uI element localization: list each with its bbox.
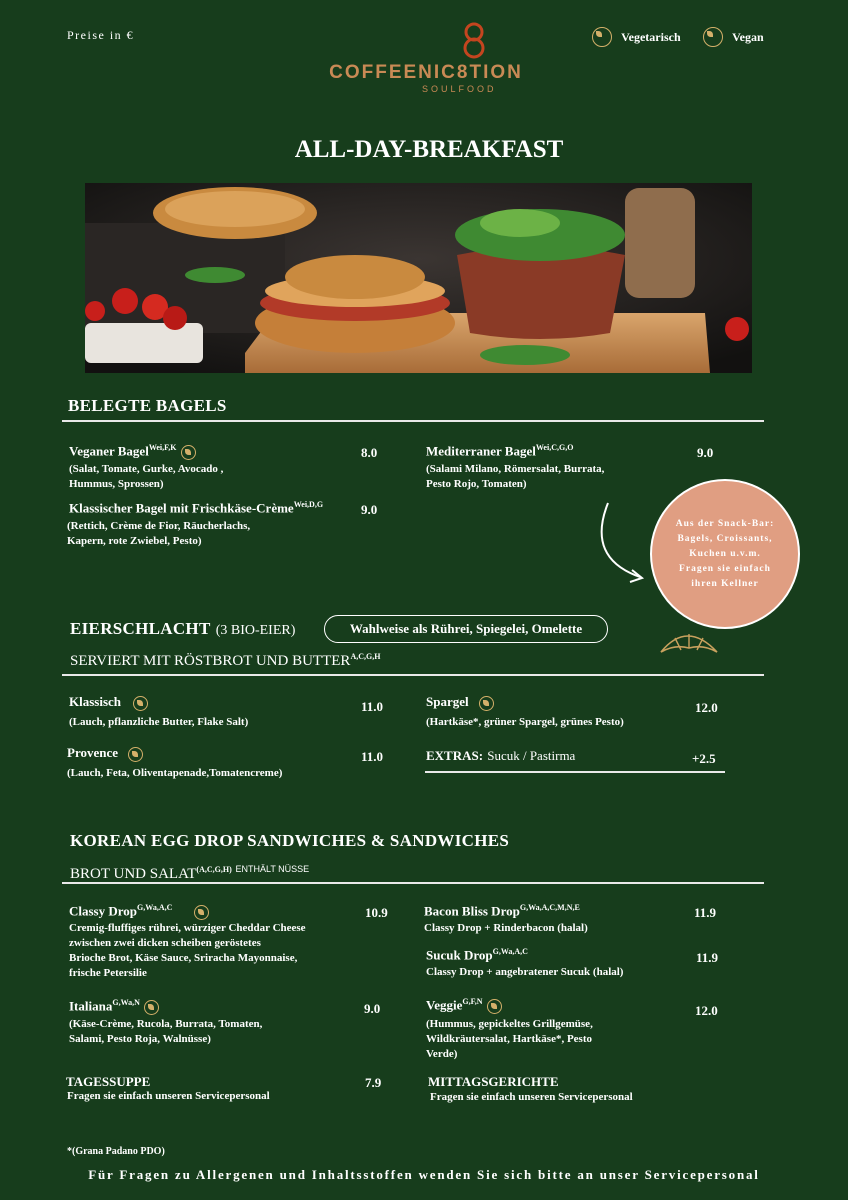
vegetarian-leaf-icon xyxy=(128,747,143,762)
legend-vegan-label: Vegan xyxy=(732,30,764,44)
eggs-subtitle-allergens: A,C,G,H xyxy=(350,652,381,661)
klassischer-bagel-name xyxy=(69,500,323,516)
classy-drop-desc-1: Cremig-fluffiges rührei, würziger Cheddar Cheese xyxy=(69,922,306,934)
footnote: *(Grana Padano PDO) xyxy=(67,1146,165,1157)
eggs-title: EIERSCHLACHT xyxy=(70,619,211,638)
veganer-bagel-price: 8.0 xyxy=(361,445,378,460)
mediterraner-bagel-desc-1: (Salami Milano, Römersalat, Burrata, xyxy=(426,463,605,475)
sandwiches-nut-note: ENTHÄLT NÜSSE xyxy=(235,864,310,874)
extras-text: Sucuk / Pastirma xyxy=(487,748,576,763)
brand-tagline: SOULFOOD xyxy=(422,84,497,94)
klassischer-bagel-desc-1: (Rettich, Crème de Fior, Räucherlachs, xyxy=(67,520,251,532)
italiana-price: 9.0 xyxy=(364,1001,381,1016)
provence-label: Provence xyxy=(67,745,119,760)
eggs-divider xyxy=(62,674,764,676)
veggie-label: Veggie xyxy=(426,997,463,1013)
italiana-name xyxy=(69,998,159,1015)
lunch-name: MITTAGSGERICHTE xyxy=(428,1074,559,1089)
bagels-title: BELEGTE BAGELS xyxy=(68,396,227,415)
sucuk-drop-desc: Classy Drop + angebratener Sucuk (halal) xyxy=(426,966,624,978)
spargel-price: 12.0 xyxy=(695,700,718,715)
veggie-name xyxy=(426,997,502,1014)
lunch-desc: Fragen sie einfach unseren Servicepersonal xyxy=(430,1091,633,1103)
italiana-allergens: G,Wa,N xyxy=(112,998,140,1007)
classy-drop-name xyxy=(69,903,209,920)
klassisch-price: 11.0 xyxy=(361,699,384,714)
vegan-leaf-icon xyxy=(181,445,196,460)
snackbar-line-3: Kuchen u.v.m. xyxy=(689,549,761,559)
vegan-leaf-icon xyxy=(703,27,723,47)
spargel-label: Spargel xyxy=(426,694,469,709)
eggs-subtitle-label: SERVIERT MIT RÖSTBROT UND BUTTER xyxy=(70,653,351,669)
veganer-bagel-name xyxy=(69,443,196,460)
classy-drop-desc-2: zwischen zwei dicken scheiben geröstetes xyxy=(69,937,261,949)
hero-image xyxy=(85,183,752,373)
eggs-title-row xyxy=(70,619,295,639)
legend-vegetarian-label: Vegetarisch xyxy=(621,30,681,44)
vegetarian-leaf-icon xyxy=(133,696,148,711)
bacon-bliss-desc: Classy Drop + Rinderbacon (halal) xyxy=(424,922,588,934)
bacon-bliss-allergens: G,Wa,A,C,M,N,E xyxy=(519,903,580,912)
veggie-desc-2: Wildkräutersalat, Hartkäse*, Pesto xyxy=(426,1033,593,1045)
extras-price: +2.5 xyxy=(692,751,716,766)
legend-vegetarian xyxy=(588,26,681,47)
brand-name: COFFEENIC8TION xyxy=(329,62,523,83)
eggs-extras xyxy=(426,748,575,764)
eggs-title-note: (3 BIO-EIER) xyxy=(215,623,296,638)
spargel-desc: (Hartkäse*, grüner Spargel, grünes Pesto) xyxy=(426,716,624,728)
page-title: ALL-DAY-BREAKFAST xyxy=(294,136,564,163)
prices-note: Preise in € xyxy=(67,28,135,42)
italiana-desc-2: Salami, Pesto Roja, Walnüsse) xyxy=(69,1033,211,1045)
mediterraner-bagel-name xyxy=(426,443,573,459)
classy-drop-desc-4: frische Petersilie xyxy=(69,967,147,979)
sandwiches-title: KOREAN EGG DROP SANDWICHES & SANDWICHES xyxy=(70,831,510,850)
snackbar-line-1: Aus der Snack-Bar: xyxy=(675,519,775,529)
bacon-bliss-name xyxy=(424,903,580,919)
veggie-desc-3: Verde) xyxy=(426,1048,458,1060)
sucuk-drop-price: 11.9 xyxy=(696,950,719,965)
klassischer-bagel-price: 9.0 xyxy=(361,502,378,517)
mediterraner-bagel-price: 9.0 xyxy=(697,445,714,460)
sucuk-drop-label: Sucuk Drop xyxy=(426,947,493,963)
classy-drop-allergens: G,Wa,A,C xyxy=(137,903,173,912)
soup-name: TAGESSUPPE xyxy=(66,1074,151,1089)
klassisch-desc: (Lauch, pflanzliche Butter, Flake Salt) xyxy=(69,716,249,728)
sandwiches-subtitle xyxy=(70,864,309,883)
legend-vegan xyxy=(699,26,764,47)
veganer-bagel-desc-2: Hummus, Sprossen) xyxy=(69,478,164,490)
vegetarian-leaf-icon xyxy=(144,1000,159,1015)
snackbar-line-4: Fragen sie einfach xyxy=(679,564,771,574)
vegetarian-leaf-icon xyxy=(479,696,494,711)
italiana-desc-1: (Käse-Crème, Rucola, Burrata, Tomaten, xyxy=(69,1018,263,1030)
sandwiches-subtitle-label: BROT UND SALAT xyxy=(70,866,197,882)
veganer-bagel-desc-1: (Salat, Tomate, Gurke, Avocado , xyxy=(69,463,224,475)
allergen-footer: Für Fragen zu Allergenen und Inhaltsstoffen wenden Sie sich bitte an unser Servicepersonal xyxy=(88,1167,760,1182)
sucuk-drop-allergens: G,Wa,A,C xyxy=(492,947,528,956)
eggs-options-pill: Wahlweise als Rührei, Spiegelei, Omelette xyxy=(324,615,608,643)
spargel-name xyxy=(426,694,494,711)
bacon-bliss-price: 11.9 xyxy=(694,905,717,920)
veggie-desc-1: (Hummus, gepickeltes Grillgemüse, xyxy=(426,1018,593,1030)
snackbar-line-5: ihren Kellner xyxy=(691,579,759,589)
classy-drop-label: Classy Drop xyxy=(69,903,138,919)
klassischer-bagel-allergens: Wei,D,G xyxy=(293,500,324,509)
klassisch-label: Klassisch xyxy=(69,694,122,709)
klassischer-bagel-desc-2: Kapern, rote Zwiebel, Pesto) xyxy=(67,535,202,547)
veganer-bagel-allergens: Wei,F,K xyxy=(148,443,177,452)
italiana-label: Italiana xyxy=(69,998,113,1014)
brand-logo xyxy=(326,18,526,98)
provence-price: 11.0 xyxy=(361,749,384,764)
sandwiches-subtitle-allergens: (A,C,G,H) xyxy=(196,865,232,874)
classy-drop-desc-3: Brioche Brot, Käse Sauce, Sriracha Mayonnaise, xyxy=(69,952,298,964)
extras-divider xyxy=(425,771,725,773)
snackbar-line-2: Bagels, Croissants, xyxy=(677,534,773,544)
provence-desc: (Lauch, Feta, Oliventapenade,Tomatencreme) xyxy=(67,767,283,779)
snackbar-badge xyxy=(650,479,800,629)
veggie-allergens: G,F,N xyxy=(462,997,483,1006)
mediterraner-bagel-desc-2: Pesto Rojo, Tomaten) xyxy=(426,478,527,490)
sucuk-drop-name xyxy=(426,947,528,963)
klassisch-name xyxy=(69,694,148,711)
soup-desc: Fragen sie einfach unseren Servicepersonal xyxy=(67,1090,270,1102)
curved-arrow-icon xyxy=(594,498,654,588)
vegetarian-leaf-icon xyxy=(592,27,612,47)
mediterraner-bagel-label: Mediterraner Bagel xyxy=(426,443,536,459)
provence-name xyxy=(67,745,143,762)
sandwiches-divider xyxy=(62,882,764,884)
klassischer-bagel-label: Klassischer Bagel mit Frischkäse-Crème xyxy=(69,500,294,516)
eggs-subtitle xyxy=(70,652,380,670)
veggie-price: 12.0 xyxy=(695,1003,718,1018)
vegetarian-leaf-icon xyxy=(194,905,209,920)
bagels-divider xyxy=(62,420,764,422)
soup-price: 7.9 xyxy=(365,1075,382,1090)
extras-label: EXTRAS: xyxy=(426,748,484,763)
bacon-bliss-label: Bacon Bliss Drop xyxy=(424,903,520,919)
classy-drop-price: 10.9 xyxy=(365,905,388,920)
mediterraner-bagel-allergens: Wei,C,G,O xyxy=(535,443,574,452)
vegetarian-leaf-icon xyxy=(487,999,502,1014)
croissant-icon xyxy=(657,624,721,664)
veganer-bagel-label: Veganer Bagel xyxy=(69,443,149,459)
